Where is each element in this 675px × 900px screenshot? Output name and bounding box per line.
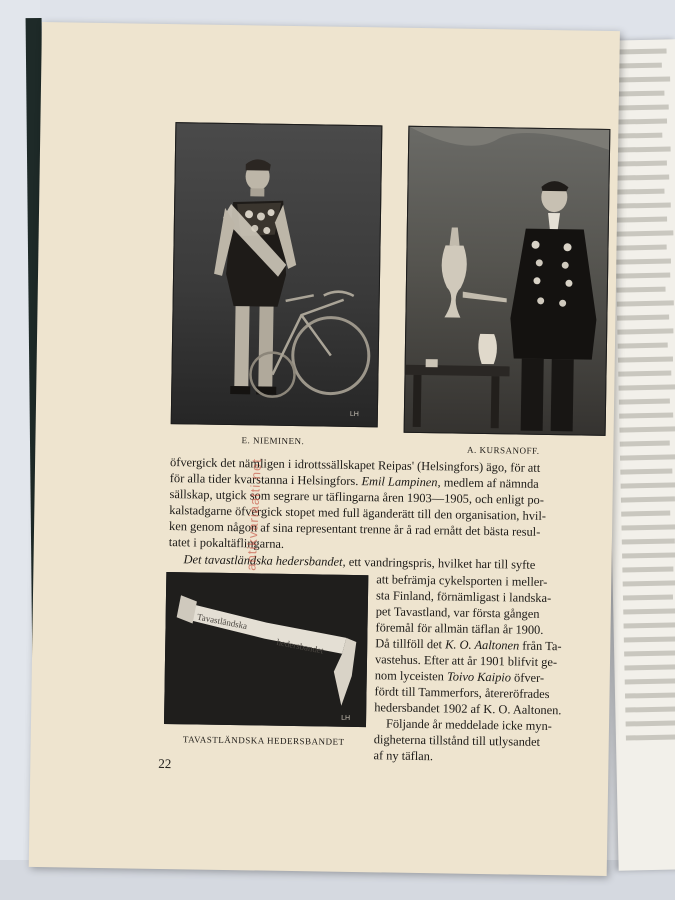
paragraph-2-line-7a: nom lyceisten xyxy=(374,668,445,684)
paragraph-2-line-1: att befrämja cykelsporten i meller- xyxy=(376,572,548,590)
paragraph-2-line-4: föremål för allmän täflan år 1900. xyxy=(375,620,544,637)
paragraph-2-line-8: fördt till Tammerfors, återeröfrades xyxy=(374,684,550,702)
photo-cyclist xyxy=(171,122,383,427)
paragraph-1 xyxy=(169,454,602,557)
paragraph-3-line-3: af ny täflan. xyxy=(373,748,434,764)
paragraph-1-line-6: tatet i pokaltäflingarna. xyxy=(168,535,285,551)
paragraph-1-line-1: öfvergick det nämligen i idrottssällskapet Reipas' (Helsingfors) ägo, för att xyxy=(169,455,541,475)
paragraph-1-line-4: kalstadgarne öfvergick stopet med full äganderätt till den organisation, hvil- xyxy=(169,503,547,523)
photo-trophies xyxy=(404,126,611,436)
paragraph-2-line-3: pet Tavastland, var första gången xyxy=(375,604,540,621)
paragraph-2-column xyxy=(373,571,602,767)
caption-trophies: A. KURSANOFF. xyxy=(466,444,540,456)
name-emil-lampinen: Emil Lampinen, xyxy=(361,474,441,490)
paragraph-2-line-2: sta Finland, förnämligast i landska- xyxy=(375,588,552,606)
ribbon-text-2: hedersbandet xyxy=(275,636,325,656)
paragraph-2-line-5b: från Ta- xyxy=(522,638,562,654)
paragraph-1-line-3: sällskap, utgick som segrare ur täflingarna åren 1903—1905, och enligt po- xyxy=(169,487,545,507)
photo-mark: LH xyxy=(349,410,359,419)
trophy-figure xyxy=(405,127,610,435)
watermark: antikvariaatti.net xyxy=(243,457,265,571)
paragraph-1-line-5: ken genom någon af sina representant trenne år å rad ernått det bästa resul- xyxy=(168,519,541,539)
paragraph-2-line-5a: Då tillföll det xyxy=(375,636,443,652)
caption-cyclist: E. NIEMINEN. xyxy=(241,435,305,447)
paragraph-3-line-2: digheterna tillstånd till utlysandet xyxy=(373,732,541,749)
paragraph-1-line-2-text: för alla tider kvarstanna i Helsingfors. xyxy=(169,471,359,489)
ribbon-text-1: Tavastländska xyxy=(196,611,249,632)
page-number: 22 xyxy=(158,755,172,772)
paragraph-2-line-9: hedersbandet 1902 af K. O. Aaltonen. xyxy=(374,700,562,718)
paragraph-2-lead-rest: ett vandringspris, hvilket har till syfte xyxy=(348,554,536,572)
paragraph-2-line-6: vastehus. Efter att år 1901 blifvit ge- xyxy=(374,652,558,670)
cyclist-figure xyxy=(172,123,382,426)
name-toivo-kaipio: Toivo Kaipio xyxy=(446,669,512,685)
paragraph-1-line-2-rest: medlem af nämnda xyxy=(443,475,539,491)
photo-ribbon xyxy=(164,572,368,727)
paragraph-2-lead-italic: Det tavastländska hedersbandet, xyxy=(183,552,346,569)
name-ko-aaltonen: K. O. Aaltonen xyxy=(445,637,520,653)
photo-mark-ribbon: LH xyxy=(341,714,351,722)
book-page xyxy=(29,22,620,876)
caption-ribbon: TAVASTLÄNDSKA HEDERSBANDET xyxy=(182,734,345,747)
paragraph-3-line-1: Följande år meddelade icke myn- xyxy=(385,716,552,734)
paragraph-2-line-7b: öfver- xyxy=(513,670,545,685)
ribbon-figure xyxy=(165,573,367,726)
